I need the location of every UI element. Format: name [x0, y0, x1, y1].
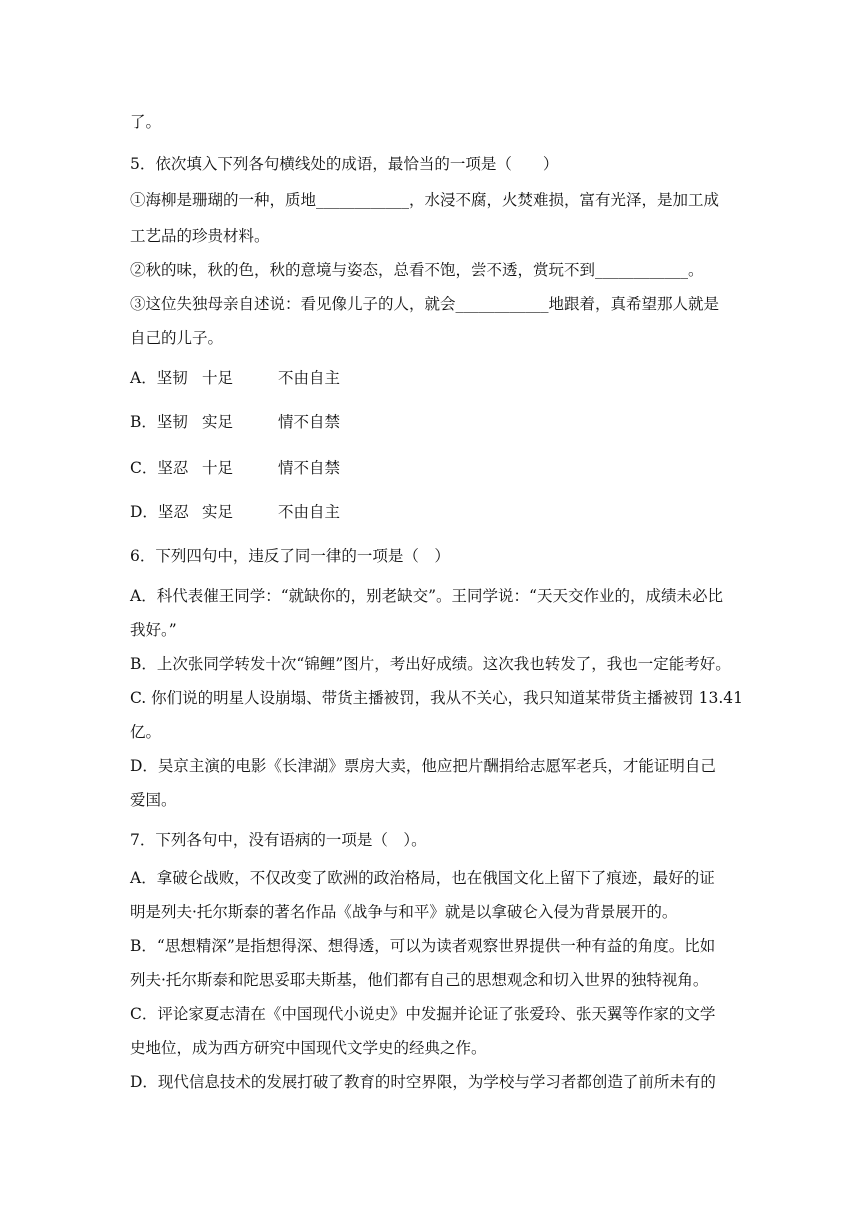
- question-5-option-b: [130, 412, 340, 432]
- question-6-option-b: B．上次张同学转发十次“锦鲤”图片，考出好成绩。这次我也转发了，我也一定能考好。: [130, 655, 731, 673]
- question-5-sentence-1-cont: 工艺品的珍贵材料。: [130, 227, 270, 245]
- option-label: A．坚韧: [130, 369, 188, 387]
- question-7-stem: 7．下列各句中，没有语病的一项是（ ）。: [130, 831, 427, 849]
- question-7-option-c-cont: 史地位，成为西方研究中国现代文学史的经典之作。: [130, 1039, 487, 1057]
- question-7-option-c: C．评论家夏志清在《中国现代小说史》中发掘并论证了张爱玲、张天翼等作家的文学: [130, 1005, 716, 1023]
- question-5-option-a: [130, 368, 340, 388]
- question-7-option-b: B．“思想精深”是指想得深、想得透，可以为读者观察世界提供一种有益的角度。比如: [130, 937, 716, 955]
- question-6-option-a: A．科代表催王同学：“就缺你的，别老缺交”。王同学说：“天天交作业的，成绩未必比: [130, 587, 723, 605]
- question-5-sentence-1: ①海柳是珊瑚的一种，质地____________，水浸不腐，火焚难损，富有光泽，是加工成: [130, 191, 720, 209]
- question-5-sentence-2: ②秋的味，秋的色，秋的意境与姿态，总看不饱，尝不透，赏玩不到____________。: [130, 261, 704, 279]
- question-7-option-d: D．现代信息技术的发展打破了教育的时空界限，为学校与学习者都创造了前所未有的: [130, 1073, 716, 1091]
- question-6-option-d: D．吴京主演的电影《长津湖》票房大卖，他应把片酬捐给志愿军老兵，才能证明自己: [130, 757, 716, 775]
- question-7-option-b-cont: 列夫·托尔斯泰和陀思妥耶夫斯基，他们都有自己的思想观念和切入世界的独特视角。: [130, 971, 709, 989]
- option-label: D．坚忍: [130, 503, 189, 521]
- question-5-sentence-3: ③这位失独母亲自述说：看见像儿子的人，就会____________地跟着，真希望那人就是: [130, 295, 720, 313]
- question-6-stem: 6．下列四句中，违反了同一律的一项是（ ）: [130, 547, 450, 565]
- question-6-option-a-cont: 我好。”: [130, 621, 177, 639]
- question-7-option-a-cont: 明是列夫·托尔斯泰的著名作品《战争与和平》就是以拿破仑入侵为背景展开的。: [130, 903, 678, 921]
- option-word-2: 十足: [202, 369, 234, 387]
- question-6-option-c: C. 你们说的明星人设崩塌、带货主播被罚，我从不关心，我只知道某带货主播被罚 13.41: [130, 689, 743, 707]
- question-6-option-d-cont: 爱国。: [130, 791, 177, 809]
- option-label: C．坚忍: [130, 459, 189, 477]
- question-7-option-a: A．拿破仑战败，不仅改变了欧洲的政治格局，也在俄国文化上留下了痕迹，最好的证: [130, 869, 715, 887]
- question-5-option-c: [130, 458, 340, 478]
- option-word-2: 实足: [202, 503, 234, 521]
- option-word-3: 不由自主: [278, 503, 341, 521]
- question-5-stem: 5．依次填入下列各句横线处的成语，最恰当的一项是（ ）: [130, 155, 559, 173]
- option-label: B．坚韧: [130, 413, 188, 431]
- question-5-sentence-3-cont: 自己的儿子。: [130, 329, 224, 347]
- option-word-3: 情不自禁: [278, 413, 341, 431]
- option-word-3: 不由自主: [278, 369, 341, 387]
- question-6-option-c-cont: 亿。: [130, 723, 162, 741]
- question-5-option-d: [130, 502, 340, 522]
- prev-question-tail: 了。: [130, 113, 162, 131]
- option-word-3: 情不自禁: [278, 459, 341, 477]
- option-word-2: 实足: [202, 413, 234, 431]
- option-word-2: 十足: [202, 459, 234, 477]
